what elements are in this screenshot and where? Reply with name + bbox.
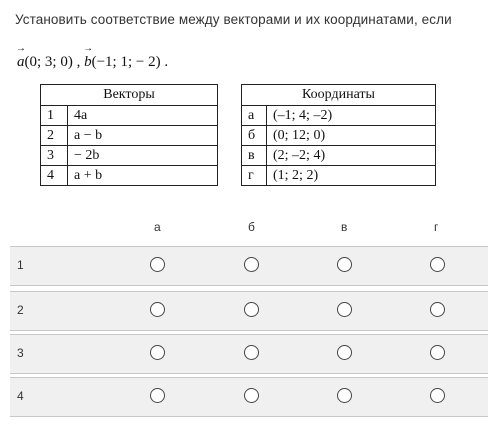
- radio-3-a[interactable]: [150, 345, 165, 360]
- period: .: [164, 54, 169, 70]
- column-header-a: а: [154, 220, 161, 234]
- row-label: 2: [17, 303, 24, 317]
- vector-b-name: → b: [84, 54, 92, 71]
- radio-2-b[interactable]: [244, 302, 259, 317]
- radio-4-b[interactable]: [244, 388, 259, 403]
- coordinate-value: (–1; 4; –2): [267, 106, 436, 126]
- row-label: 3: [17, 346, 24, 360]
- coordinates-table-header: Координаты: [242, 85, 436, 106]
- row-label: 4: [17, 389, 24, 403]
- coordinate-letter: в: [242, 146, 267, 166]
- vector-a-coords: (0; 3; 0): [24, 54, 73, 70]
- radio-4-g[interactable]: [430, 388, 445, 403]
- radio-1-v[interactable]: [337, 257, 352, 272]
- separator: ,: [76, 54, 81, 70]
- vector-expression: 4a: [68, 106, 218, 126]
- coordinate-letter: г: [242, 166, 267, 186]
- radio-4-v[interactable]: [337, 388, 352, 403]
- answer-row-2: [10, 291, 488, 331]
- radio-2-v[interactable]: [337, 302, 352, 317]
- radio-3-v[interactable]: [337, 345, 352, 360]
- radio-1-a[interactable]: [150, 257, 165, 272]
- vector-expression: − 2b: [68, 146, 218, 166]
- vectors-table: [40, 84, 218, 186]
- radio-3-b[interactable]: [244, 345, 259, 360]
- coordinate-value: (1; 2; 2): [267, 166, 436, 186]
- answer-row-1: [10, 246, 488, 286]
- vector-b-coords: (−1; 1; − 2): [91, 54, 161, 70]
- radio-4-a[interactable]: [150, 388, 165, 403]
- vectors-table-header: Векторы: [41, 85, 218, 106]
- vector-number: 2: [41, 126, 68, 146]
- column-header-g: г: [434, 220, 439, 234]
- radio-1-b[interactable]: [244, 257, 259, 272]
- radio-3-g[interactable]: [430, 345, 445, 360]
- radio-1-g[interactable]: [430, 257, 445, 272]
- vector-expression: a + b: [68, 166, 218, 186]
- column-header-b: б: [248, 220, 255, 234]
- vector-expression: a − b: [68, 126, 218, 146]
- radio-2-g[interactable]: [430, 302, 445, 317]
- vectors-definition: [17, 54, 168, 71]
- vector-a-name: → a: [17, 54, 25, 71]
- radio-2-a[interactable]: [150, 302, 165, 317]
- answer-row-4: [10, 377, 488, 417]
- question-text: Установить соответствие между векторами и их координатами, если: [15, 12, 452, 27]
- column-header-v: в: [341, 220, 348, 234]
- vector-number: 4: [41, 166, 68, 186]
- coordinates-table: [241, 84, 436, 186]
- coordinate-letter: а: [242, 106, 267, 126]
- coordinate-letter: б: [242, 126, 267, 146]
- coordinate-value: (0; 12; 0): [267, 126, 436, 146]
- vector-number: 3: [41, 146, 68, 166]
- coordinate-value: (2; –2; 4): [267, 146, 436, 166]
- vector-number: 1: [41, 106, 68, 126]
- row-label: 1: [17, 258, 24, 272]
- answer-row-3: [10, 334, 488, 374]
